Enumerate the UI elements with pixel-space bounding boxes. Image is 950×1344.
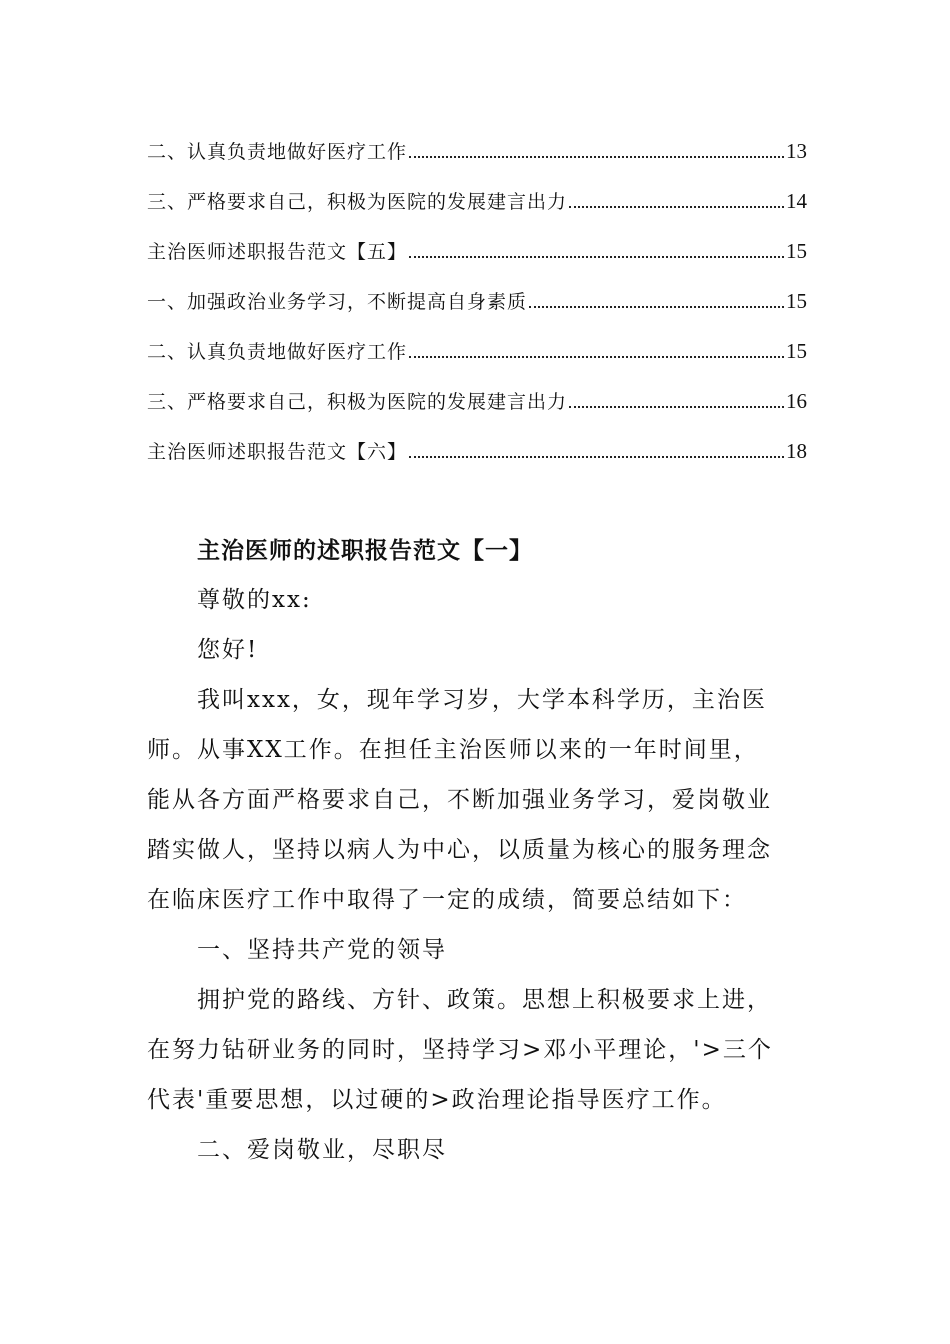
toc-leader-dots bbox=[409, 355, 784, 358]
toc-leader-dots bbox=[569, 205, 784, 208]
section-2-title: 二、爱岗敬业，尽职尽 bbox=[197, 1137, 447, 1163]
toc-entry[interactable] bbox=[147, 332, 807, 382]
toc-entry[interactable] bbox=[147, 132, 807, 182]
paragraph-line: 我叫xxx，女，现年学习岁，大学本科学历，主治医 bbox=[197, 687, 767, 713]
toc-entry-page: 16 bbox=[786, 389, 807, 413]
toc-entry[interactable] bbox=[147, 232, 807, 282]
paragraph-line: 师。从事XX工作。在担任主治医师以来的一年时间里， bbox=[147, 737, 759, 763]
toc-entry-title: 二、认真负责地做好医疗工作 bbox=[147, 141, 408, 163]
toc-entry-page: 15 bbox=[786, 289, 807, 313]
toc-entry-title: 主治医师述职报告范文【五】 bbox=[147, 241, 408, 263]
salutation: 尊敬的xx: bbox=[197, 587, 312, 613]
paragraph-line: 代表'重要思想，以过硬的>政治理论指导医疗工作。 bbox=[147, 1087, 727, 1113]
intro-paragraph bbox=[147, 675, 787, 925]
toc-entry-title: 主治医师述职报告范文【六】 bbox=[147, 441, 408, 463]
toc-leader-dots bbox=[529, 305, 784, 308]
toc-leader-dots bbox=[569, 405, 784, 408]
body-text bbox=[147, 575, 787, 1175]
paragraph-line: 在临床医疗工作中取得了一定的成绩，简要总结如下： bbox=[147, 887, 747, 913]
toc-entry-page: 13 bbox=[786, 139, 807, 163]
toc-entry-title: 一、加强政治业务学习，不断提高自身素质 bbox=[147, 291, 528, 313]
toc-entry-page: 15 bbox=[786, 239, 807, 263]
greeting: 您好! bbox=[197, 637, 259, 663]
paragraph-line: 在努力钻研业务的同时，坚持学习>邓小平理论，'>三个 bbox=[147, 1037, 773, 1063]
toc-entry-page: 14 bbox=[786, 189, 807, 213]
table-of-contents bbox=[147, 132, 807, 482]
toc-entry[interactable] bbox=[147, 282, 807, 332]
section-1-paragraph bbox=[147, 975, 787, 1125]
toc-entry-page: 15 bbox=[786, 339, 807, 363]
section-1-title: 一、坚持共产党的领导 bbox=[197, 937, 447, 963]
toc-entry-title: 二、认真负责地做好医疗工作 bbox=[147, 341, 408, 363]
toc-entry-title: 三、严格要求自己，积极为医院的发展建言出力 bbox=[147, 391, 568, 413]
toc-entry-page: 18 bbox=[786, 439, 807, 463]
paragraph-line: 踏实做人，坚持以病人为中心，以质量为核心的服务理念 bbox=[147, 837, 772, 863]
toc-entry-title: 三、严格要求自己，积极为医院的发展建言出力 bbox=[147, 191, 568, 213]
toc-entry[interactable] bbox=[147, 382, 807, 432]
toc-entry[interactable] bbox=[147, 182, 807, 232]
toc-leader-dots bbox=[409, 155, 784, 158]
paragraph-line: 能从各方面严格要求自己，不断加强业务学习，爱岗敬业 bbox=[147, 787, 772, 813]
toc-leader-dots bbox=[409, 455, 784, 458]
toc-leader-dots bbox=[409, 255, 784, 258]
section-heading: 主治医师的述职报告范文【一】 bbox=[197, 537, 533, 564]
paragraph-line: 拥护党的路线、方针、政策。思想上积极要求上进， bbox=[197, 987, 772, 1013]
toc-entry[interactable] bbox=[147, 432, 807, 482]
